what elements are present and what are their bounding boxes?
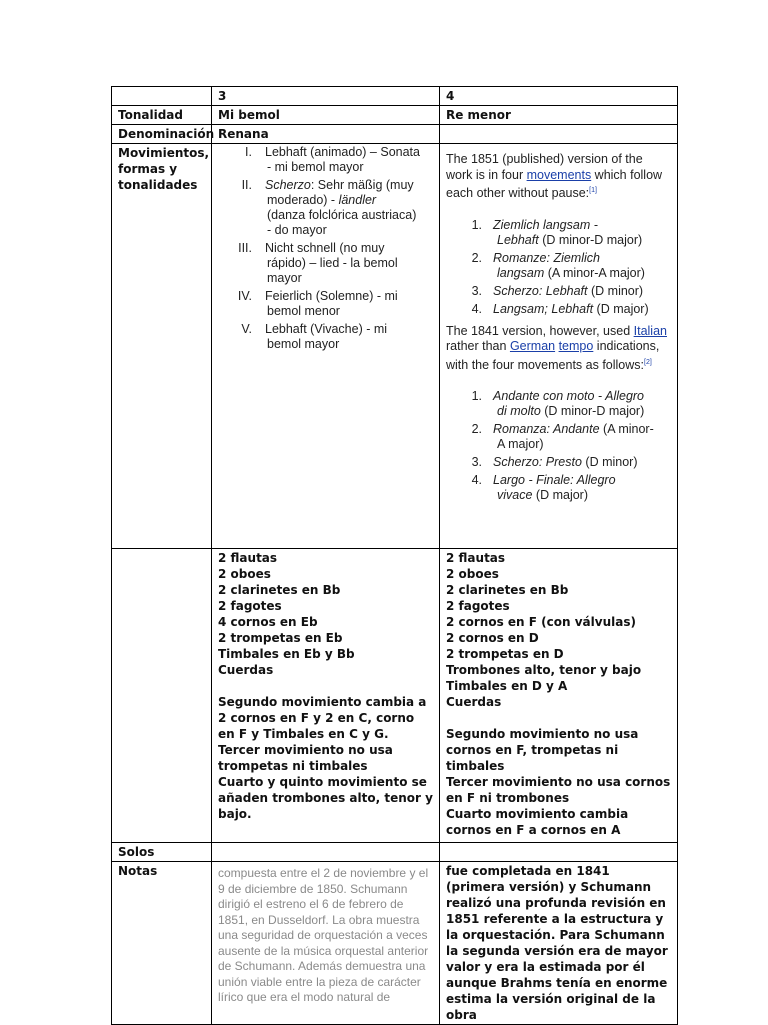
solos-4	[440, 843, 678, 862]
note-line: Cuarto y quinto movimiento se añaden trombones alto, tenor y bajo.	[218, 775, 433, 821]
movimientos-4	[440, 144, 678, 549]
item-number: 1.	[471, 389, 482, 404]
label-denominacion: Denominación	[112, 125, 212, 144]
paragraph-1851	[446, 152, 672, 202]
instrument-line: Timbales en D y A	[446, 679, 568, 693]
note-line: Segundo movimiento no usa cornos en F, trompetas ni timbales	[446, 727, 639, 773]
instrument-line: Trombones alto, tenor y bajo	[446, 663, 642, 677]
label-tonalidad: Tonalidad	[112, 106, 212, 125]
instrument-line: 2 flautas	[446, 551, 506, 565]
denominacion-4	[440, 125, 678, 144]
note-line: Tercer movimiento no usa trompetas ni timbales	[218, 743, 393, 773]
link-german[interactable]: German	[509, 339, 556, 354]
item-number: 3.	[471, 455, 482, 470]
item-text: (D minor)	[587, 283, 644, 298]
item-text: (D minor-D major)	[540, 404, 645, 419]
paragraph-1841	[446, 324, 672, 374]
item-number: 2.	[471, 422, 482, 437]
tonalidad-3: Mi bemol	[212, 106, 440, 125]
list-item	[446, 302, 672, 317]
link-italian[interactable]: Italian	[633, 323, 667, 338]
item-number: II.	[241, 178, 252, 192]
item-italic: Romanze: Ziemlich	[493, 250, 600, 265]
item-number: V.	[241, 322, 252, 336]
item-text: : Sehr mäßig (muy	[310, 178, 414, 192]
spacer	[218, 678, 434, 694]
item-text: - do mayor	[267, 223, 327, 237]
list-item	[446, 284, 672, 299]
item-text: mayor	[267, 271, 302, 285]
header-col-4: 4	[440, 87, 678, 106]
movements-list-1841	[446, 389, 672, 503]
denominacion-3: Renana	[212, 125, 440, 144]
movements-list-3	[218, 145, 434, 352]
notas-3	[212, 862, 440, 1025]
label-movimientos-line2: formas y	[118, 162, 178, 176]
item-italic: Scherzo	[265, 178, 311, 192]
item-text: moderado) -	[267, 193, 339, 207]
item-italic: Lebhaft	[497, 232, 539, 247]
item-number: I.	[245, 145, 252, 159]
link-movements[interactable]: movements	[526, 167, 592, 182]
item-text: Lebhaft (Vivache) - mi	[265, 322, 388, 336]
item-text: - mi bemol mayor	[267, 160, 364, 174]
item-text: Lebhaft (animado) – Sonata	[265, 145, 420, 159]
item-italic: Largo - Finale: Allegro	[493, 473, 616, 488]
header-col-3: 3	[212, 87, 440, 106]
paragraph-text: which follow each other without pause:	[446, 167, 663, 201]
instrument-line: 2 oboes	[218, 567, 271, 581]
orquestacion-4	[440, 549, 678, 843]
instrument-line: 2 oboes	[446, 567, 499, 581]
item-text: Feierlich (Solemne) - mi	[265, 289, 398, 303]
item-text: (A minor-	[599, 422, 654, 437]
item-text: (D major)	[532, 488, 588, 503]
instrument-line: 2 flautas	[218, 551, 278, 565]
item-number: 3.	[471, 283, 482, 298]
instrument-line: 4 cornos en Eb	[218, 615, 318, 629]
list-item	[446, 455, 672, 470]
list-item	[446, 251, 672, 281]
label-solos: Solos	[112, 843, 212, 862]
row-notas	[112, 862, 678, 1025]
item-italic: Langsam; Lebhaft	[493, 301, 594, 316]
movimientos-3	[212, 144, 440, 549]
item-italic: Scherzo: Lebhaft	[493, 283, 588, 298]
instrument-line: 2 trompetas en Eb	[218, 631, 343, 645]
orquestacion-label-empty	[112, 549, 212, 843]
movements-list-1851	[446, 218, 672, 317]
instrument-line: Cuerdas	[446, 695, 502, 709]
item-text: rápido) – lied - la bemol	[267, 256, 398, 270]
list-item	[446, 422, 672, 452]
header-empty-cell	[112, 87, 212, 106]
item-text: (D major)	[593, 301, 649, 316]
item-number: IV.	[237, 289, 252, 303]
label-movimientos-line3: tonalidades	[118, 178, 198, 192]
tonalidad-4: Re menor	[440, 106, 678, 125]
item-number: 1.	[471, 217, 482, 232]
item-italic: Ziemlich langsam -	[493, 217, 598, 232]
item-italic: Andante con moto - Allegro	[493, 389, 645, 404]
item-text: A major)	[497, 437, 544, 452]
label-movimientos-line1: Movimientos,	[118, 146, 210, 160]
paragraph-text: The 1851 (published) version of the work is in four	[446, 152, 643, 182]
label-movimientos	[112, 144, 212, 549]
footnote-link-1[interactable]: [1]	[589, 187, 597, 194]
notas-4	[440, 862, 678, 1025]
paragraph-text: rather than	[446, 339, 510, 354]
instrument-line: 2 cornos en D	[446, 631, 539, 645]
note-line: Tercer movimiento no usa cornos en F ni trombones	[446, 775, 671, 805]
link-tempo[interactable]: tempo	[558, 339, 594, 354]
item-text: Nicht schnell (no muy	[265, 241, 385, 255]
item-italic: Scherzo: Presto	[493, 455, 582, 470]
instrument-line: Cuerdas	[218, 663, 274, 677]
instrument-line: 2 clarinetes en Bb	[446, 583, 569, 597]
instrument-line: 2 cornos en F (con válvulas)	[446, 615, 636, 629]
list-item	[218, 289, 434, 319]
paragraph-text: indications, with the four movements as follows:	[446, 339, 660, 372]
footnote-link-2[interactable]: [2]	[644, 358, 652, 366]
instrument-line: 2 fagotes	[218, 599, 282, 613]
row-movimientos	[112, 144, 678, 549]
row-orquestacion	[112, 549, 678, 843]
list-item	[446, 473, 672, 503]
instrument-line: Timbales en Eb y Bb	[218, 647, 355, 661]
row-solos	[112, 843, 678, 862]
spacer	[446, 710, 672, 726]
item-number: 4.	[471, 301, 482, 316]
item-italic: vivace	[497, 488, 533, 503]
instrument-line: 2 fagotes	[446, 599, 510, 613]
item-text: bemol mayor	[267, 337, 340, 351]
item-number: 4.	[471, 473, 482, 488]
item-text: (danza folclórica austriaca)	[267, 208, 417, 222]
item-italic: di molto	[497, 404, 541, 419]
list-item	[446, 218, 672, 248]
item-text: (A minor-A major)	[544, 265, 645, 280]
item-number: 2.	[471, 250, 482, 265]
row-denominacion	[112, 125, 678, 144]
item-text: (D minor)	[581, 455, 638, 470]
note-line: Cuarto movimiento cambia cornos en F a cornos en A	[446, 807, 629, 837]
item-italic: Romanza: Andante	[493, 422, 600, 437]
list-item	[446, 389, 672, 419]
orquestacion-3	[212, 549, 440, 843]
comparison-table	[111, 86, 678, 1025]
item-italic: ländler	[338, 193, 377, 207]
paragraph-text: The 1841 version, however, used	[446, 323, 634, 338]
instrument-line: 2 trompetas en D	[446, 647, 564, 661]
notas-text-3: compuesta entre el 2 de noviembre y el 9 de diciembre de 1850. Schumann dirigió el estreno el 6 de febrero de 1851, en Dusseldorf. La obra muestra una seguridad de orquestación a veces ausente de la música orquestal anterior de Schumann. Además demuestra una unión viable entre la pieza de carácter lírico que era el modo natural de	[218, 866, 429, 1004]
header-row	[112, 87, 678, 106]
list-item	[218, 322, 434, 352]
item-number: III.	[238, 241, 252, 255]
list-item	[218, 241, 434, 286]
solos-3	[212, 843, 440, 862]
note-line: Segundo movimiento cambia a 2 cornos en F y 2 en C, corno en F y Timbales en C y G.	[218, 695, 427, 741]
item-text: (D minor-D major)	[538, 232, 643, 247]
row-tonalidad	[112, 106, 678, 125]
list-item	[218, 178, 434, 238]
instrument-line: 2 clarinetes en Bb	[218, 583, 341, 597]
item-text: bemol menor	[267, 304, 340, 318]
item-italic: langsam	[497, 265, 545, 280]
notas-text-4: fue completada en 1841 (primera versión) y Schumann realizó una profunda revisión en 1851 referente a la estructura y la orquestación. Para Schumann la segunda versión era de mayor valor y era la estimada por él aunque Brahms tenía en enorme estima la versión original de la obra	[446, 864, 668, 1022]
label-notas: Notas	[112, 862, 212, 1025]
list-item	[218, 145, 434, 175]
